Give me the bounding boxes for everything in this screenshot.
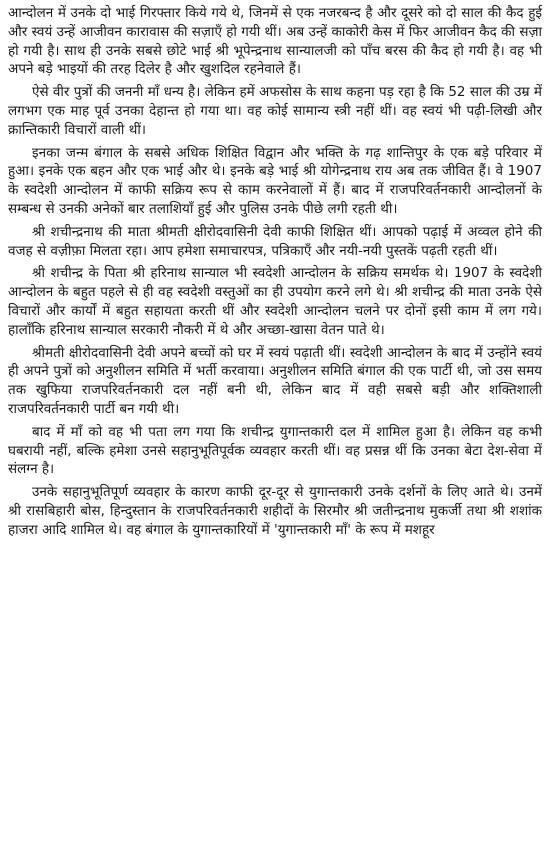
- paragraph-4: श्री शचीन्द्रनाथ की माता श्रीमती क्षीरोदवासिनी देवी काफी शिक्षित थीं। आपको पढ़ाई में अव्वल होने की वजह से वज़ीफ़ा मिलता रहा। आप हमेशा समाचारपत्र, पत्रिकाएँ और नयी-नयी पुस्तकें पढ़ती रहती थीं।: [8, 223, 542, 259]
- paragraph-3: इनका जन्म बंगाल के सबसे अधिक शिक्षित विद्वान और भक्ति के गढ़ शान्तिपुर के एक बड़े परिवार में हुआ। इनके एक बहन और एक भाई और थे। इनके बड़े भाई श्री योगेन्द्रनाथ राय अब तक जीवित हैं। वे 1907 के स्वदेशी आन्दोलन में काफी सक्रिय रूप से काम करनेवालों में हैं। बाद में राजपरिवर्तनकारी आन्दोलनों के सम्बन्ध से उनकी अनेकों बार तलाशियाँ हुई और पुलिस उनके पीछे लगी रहती थी।: [8, 144, 542, 217]
- paragraph-5: श्री शचीन्द्र के पिता श्री हरिनाथ सान्याल भी स्वदेशी आन्दोलन के सक्रिय समर्थक थे। 1907 के स्वदेशी आन्दोलन के बहुत पहले से ही वह स्वदेशी वस्तुओं का ही उपयोग करने लगे थे। श्री शचीन्द्र की माता उनके ऐसे विचारों और कार्यों में बहुत सहायता करती थीं और स्वदेशी आन्दोलन चलने पर दोनों इसी काम में लग गये। हालाँकि हरिनाथ सान्याल सरकारी नौकरी में थे और अच्छा-खासा वेतन पाते थे।: [8, 265, 542, 338]
- paragraph-2: ऐसे वीर पुत्रों की जननी माँ धन्य है। लेकिन हमें अफसोस के साथ कहना पड़ रहा है कि 52 साल की उम्र में लगभग एक माह पूर्व उनका देहान्त हो गया था। वह कोई सामान्य स्त्री नहीं थीं। वह स्वयं भी पढ़ी-लिखी और क्रान्तिकारी विचारों वाली थीं।: [8, 84, 542, 138]
- paragraph-6: श्रीमती क्षीरोदवासिनी देवी अपने बच्चों को घर में स्वयं पढ़ाती थीं। स्वदेशी आन्दोलन के बाद में उन्होंने स्वयं ही अपने पुत्रों को अनुशीलन समिति में भर्ती करवाया। अनुशीलन समिति बंगाल की एक पार्टी थी, जो उस समय तक खुफिया राजपरिवर्तनकारी दल नहीं बनी थी, लेकिन बाद में वही सबसे बड़ी और शक्तिशाली राजपरिवर्तनकारी पार्टी बन गयी थी।: [8, 344, 542, 417]
- paragraph-7: बाद में माँ को वह भी पता लग गया कि शचीन्द्र युगान्तकारी दल में शामिल हुआ है। लेकिन वह कभी घबरायी नहीं, बल्कि हमेशा उनसे सहानुभूतिपूर्वक व्यवहार करती थीं। वह प्रसन्न थीं कि उनका बेटा देश-सेवा में संलग्न है।: [8, 423, 542, 478]
- paragraph-1: आन्दोलन में उनके दो भाई गिरफ्तार किये गये थे, जिनमें से एक नजरबन्द है और दूसरे को दो साल की कैद हुई और स्वयं उन्हें आजीवन कारावास की सज़ाएँ हो गयी थीं। अब उन्हें काकोरी केस में फिर आजीवन कैद की सज़ा हो गयी है। साथ ही उनके सबसे छोटे भाई श्री भूपेन्द्रनाथ सान्यालजी को पाँच बरस की कैद हो गयी है। वह भी अपने बड़े भाइयों की तरह दिलेर है और खुशदिल रहनेवाले हैं।: [8, 5, 542, 78]
- paragraph-8: उनके सहानुभूतिपूर्ण व्यवहार के कारण काफी दूर-दूर से युगान्तकारी उनके दर्शनों के लिए आते थे। उनमें श्री रासबिहारी बोस, हिन्दुस्तान के राजपरिवर्तनकारी शहीदों के सिरमौर श्री जतीन्द्रनाथ मुकर्जी तथा श्री शशांक हाजरा आदि शामिल थे। वह बंगाल के युगान्तकारियों में 'युगान्तकारी माँ' के रूप में मशहूर: [8, 484, 542, 538]
